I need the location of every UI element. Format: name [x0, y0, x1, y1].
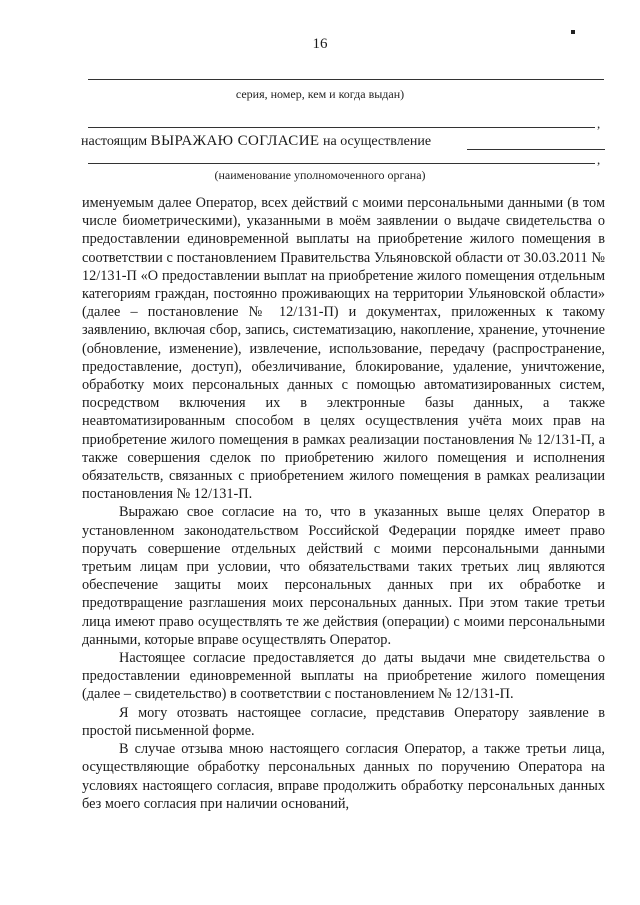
organ-caption: (наименование уполномоченного органа) — [214, 168, 426, 182]
body-paragraph-5: В случае отзыва мною настоящего согласия Оператор, а также третьи лица, осуществляющие обработку персональных данных по поручению Оператора на условиях настоящего согласия, вправе продолжить обработку персональных данных без моего согласия при наличии оснований, — [82, 741, 605, 812]
page-number: 16 — [312, 36, 328, 52]
body-paragraph-1: именуемым далее Оператор, всех действий с моими персональными данными (в том числе биометрическими), указанными в моём заявлении о выдаче свидетельства о предоставлении единовременной выплаты на приобретение жилого помещения в соответствии с постановлением Правительства Ульяновской области от 30.03.2011 № 12/131-П «О предоставлении выплат на приобретение жилого помещения отдельным категориям граждан, постоянно проживающих на территории Ульяновской области» (далее – постановление № 12/131-П) и документах, приложенных к такому заявлению, включая сбор, запись, систематизацию, накопление, хранение, уточнение (обновление, изменение), извлечение, использование, передачу (распространение, предоставление, доступ), обезличивание, блокирование, удаление, уничтожение, обработку моих персональных данных с помощью автоматизированных систем, посредством включения их в электронные базы данных, а также неавтоматизированным способом в целях осуществления учёта моих прав на приобретение жилого помещения в рамках реализации постановления № 12/131-П, а также совершения сделок по приобретению жилого помещения и исполнения обязательств, связанных с приобретением жилого помещения в рамках реализации постановления № 12/131-П. — [82, 195, 605, 503]
blank-line-document — [88, 79, 604, 80]
consent-statement — [81, 133, 431, 150]
line-comma-2: , — [597, 152, 601, 167]
scan-mark — [571, 30, 575, 34]
body-paragraph-3: Настоящее согласие предоставляется до даты выдачи мне свидетельства о предоставлении единовременной выплаты на приобретение жилого помещения (далее – свидетельство) в соответствии с постановлением № 12/131-П. — [82, 650, 605, 703]
blank-line-organ — [88, 163, 595, 164]
body-paragraph-2: Выражаю свое согласие на то, что в указанных выше целях Оператор в установленном законодательством Российской Федерации порядке имеет право поручать совершение отдельных действий с моими персональными данными третьим лицам при условии, что обязательствами таких третьих лиц являются обеспечение защиты моих персональных данных при их обработке и предотвращение разглашения моих персональных данных. При этом такие третьи лица имеют право осуществлять те же действия (операции) с моими персональными данными, которые вправе осуществлять Оператор. — [82, 504, 605, 648]
consent-prefix: настоящим — [81, 134, 148, 149]
blank-line-organ-start — [467, 149, 605, 150]
blank-line-document-2 — [88, 127, 595, 128]
line-comma-1: , — [597, 116, 601, 131]
body-paragraph-4: Я могу отозвать настоящее согласие, представив Оператору заявление в простой письменной форме. — [82, 704, 605, 739]
document-caption: серия, номер, кем и когда выдан) — [235, 87, 405, 101]
consent-verb: ВЫРАЖАЮ СОГЛАСИЕ — [150, 133, 320, 149]
consent-suffix: на осуществление — [323, 134, 432, 149]
consent-body — [82, 194, 605, 813]
